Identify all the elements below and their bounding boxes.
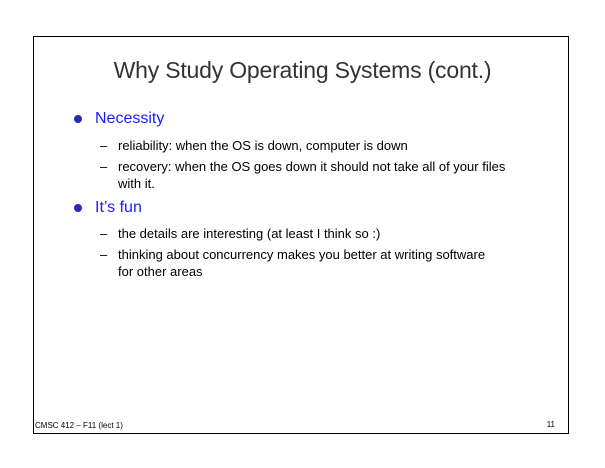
bullet-label: It’s fun bbox=[95, 199, 142, 216]
dash-marker: – bbox=[100, 247, 108, 262]
bullet-its-fun bbox=[74, 199, 554, 217]
sub-item bbox=[100, 158, 510, 192]
footer-course-label: CMSC 412 – F11 (lect 1) bbox=[35, 421, 123, 430]
slide-title: Why Study Operating Systems (cont.) bbox=[113, 57, 492, 83]
sub-item bbox=[100, 246, 500, 280]
bullet-label: Necessity bbox=[95, 110, 165, 127]
dash-marker: – bbox=[100, 159, 108, 174]
page-number: 11 bbox=[546, 420, 555, 429]
sub-item-text: thinking about concurrency makes you better at writing software for other areas bbox=[118, 247, 486, 279]
dash-marker: – bbox=[100, 138, 108, 153]
sub-item bbox=[100, 225, 520, 242]
sub-item-text: reliability: when the OS is down, computer is down bbox=[118, 138, 408, 153]
bullet-dot-icon bbox=[74, 204, 82, 212]
dash-marker: – bbox=[100, 226, 108, 241]
sub-item-text: the details are interesting (at least I think so :) bbox=[118, 226, 381, 241]
sub-item bbox=[100, 137, 520, 154]
bullet-necessity bbox=[74, 110, 554, 128]
sub-item-text: recovery: when the OS goes down it should not take all of your files with it. bbox=[118, 159, 506, 191]
bullet-dot-icon bbox=[74, 115, 82, 123]
